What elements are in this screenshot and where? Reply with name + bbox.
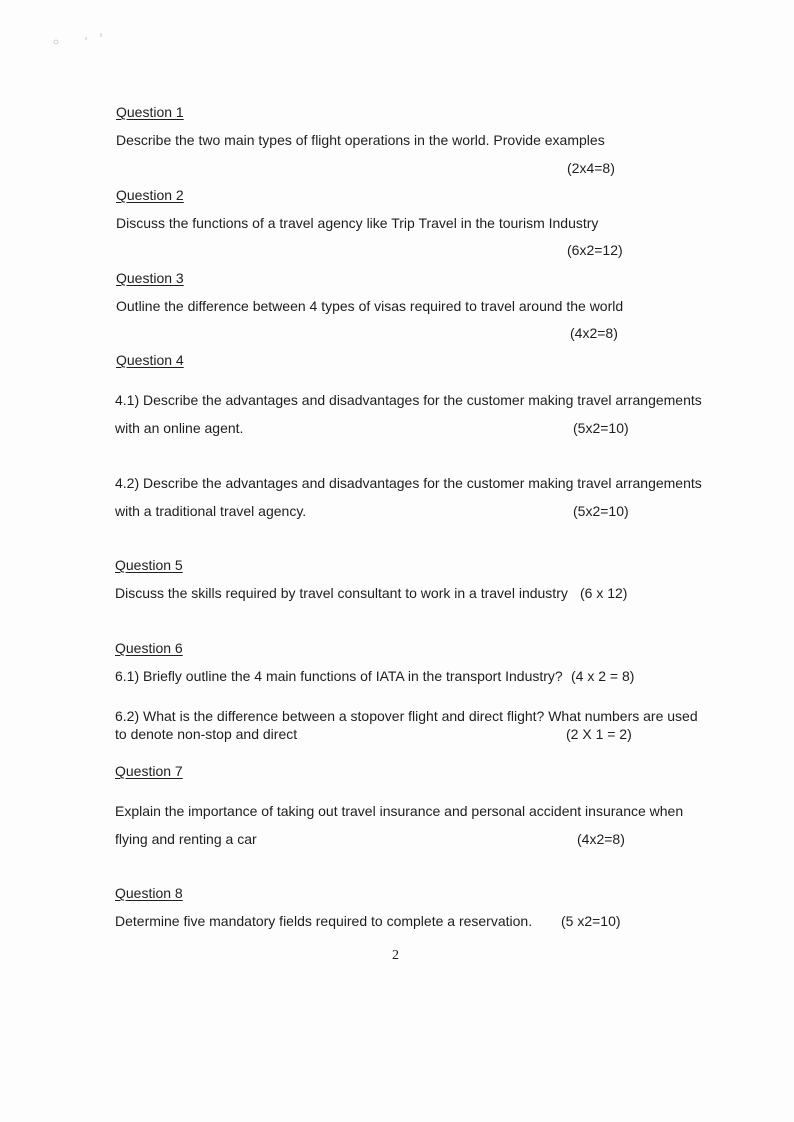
question-7-text-line1: Explain the importance of taking out travel insurance and personal accident insurance when xyxy=(115,803,684,819)
question-2-text: Discuss the functions of a travel agency like Trip Travel in the tourism Industry xyxy=(116,215,599,231)
question-4-2-marks: (5x2=10) xyxy=(573,503,629,519)
question-2-marks: (6x2=12) xyxy=(567,242,623,258)
question-6-1-text: 6.1) Briefly outline the 4 main functions of IATA in the transport Industry? xyxy=(115,668,563,684)
question-6-2-text-line2: to denote non-stop and direct xyxy=(115,726,298,742)
question-5-text: Discuss the skills required by travel consultant to work in a travel industry xyxy=(115,585,568,601)
question-3-text: Outline the difference between 4 types of visas required to travel around the world xyxy=(116,298,624,314)
question-2-heading: Question 2 xyxy=(116,187,184,203)
question-8-heading: Question 8 xyxy=(115,885,183,901)
question-6-1-marks: (4 x 2 = 8) xyxy=(571,668,635,684)
question-4-heading: Question 4 xyxy=(116,352,184,368)
question-4-1-text-line1: 4.1) Describe the advantages and disadvantages for the customer making travel arrangements xyxy=(115,392,702,408)
question-4-2-text-line2: with a traditional travel agency. xyxy=(115,503,307,519)
question-5-marks: (6 x 12) xyxy=(580,585,628,601)
question-6-heading: Question 6 xyxy=(115,640,183,656)
question-1-text: Describe the two main types of flight operations in the world. Provide examples xyxy=(116,132,605,148)
question-3-marks: (4x2=8) xyxy=(570,325,618,341)
question-8-text: Determine five mandatory fields required to complete a reservation. xyxy=(115,913,533,929)
question-4-1-marks: (5x2=10) xyxy=(573,420,629,436)
question-1-marks: (2x4=8) xyxy=(567,160,615,176)
question-6-2-text-line1: 6.2) What is the difference between a stopover flight and direct flight? What numbers are used xyxy=(115,708,698,724)
question-7-marks: (4x2=8) xyxy=(577,831,625,847)
question-4-1-text-line2: with an online agent. xyxy=(115,420,244,436)
question-6-2-marks: (2 X 1 = 2) xyxy=(566,726,632,742)
question-4-2-text-line1: 4.2) Describe the advantages and disadvantages for the customer making travel arrangements xyxy=(115,475,702,491)
question-7-text-line2: flying and renting a car xyxy=(115,831,257,847)
question-3-heading: Question 3 xyxy=(116,270,184,286)
question-8-marks: (5 x2=10) xyxy=(561,913,621,929)
question-5-heading: Question 5 xyxy=(115,557,183,573)
scan-artifact-marks xyxy=(52,30,112,50)
page-number: 2 xyxy=(392,948,399,963)
question-1-heading: Question 1 xyxy=(116,104,184,120)
question-7-heading: Question 7 xyxy=(115,763,183,779)
